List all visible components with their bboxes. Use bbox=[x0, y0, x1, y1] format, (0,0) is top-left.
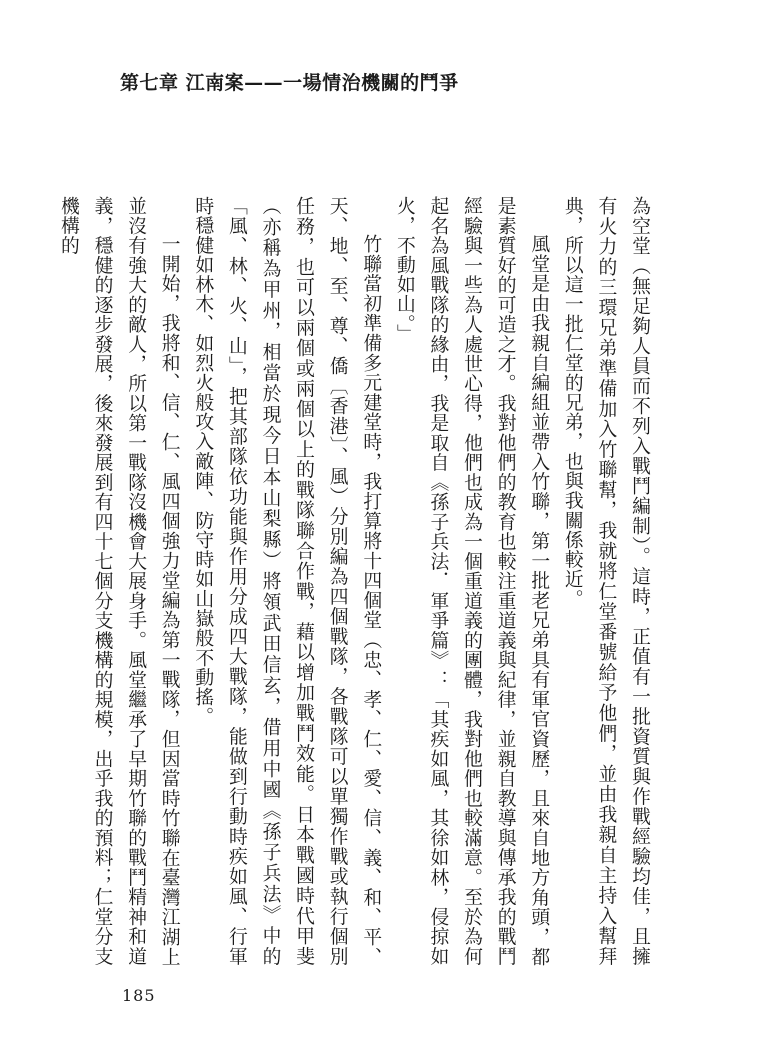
vertical-text-column bbox=[57, 196, 656, 966]
running-head: 第七章 江南案——一場情治機關的鬥爭 bbox=[120, 72, 459, 94]
paragraph-feng-tang: 風堂是由我親自編組並帶入竹聯，第一批老兄弟具有軍官資歷，且來自地方角頭，都是素質好的可造之才。我對他們的教育也較注重道義與紀律，並親自教導與傳承我的戰鬥經驗與一些為人處世心得，他們也成為一個重道義的團體，我對他們也較滿意。至於為何起名為風戰隊的緣由，我是取自《孫子兵法．軍爭篇》：「其疾如風，其徐如林，侵掠如火，不動如山。」 bbox=[393, 196, 550, 966]
body-text bbox=[57, 196, 656, 966]
page-number: 185 bbox=[122, 986, 156, 1005]
paragraph-first-team: 一開始，我將和、信、仁、風四個強力堂編為第一戰隊，但因當時竹聯在臺灣江湖上並沒有強大的敵人，所以第一戰隊沒機會大展身手。風堂繼承了早期竹聯的戰鬥精神和道義，穩健的逐步發展，後來發展到有四十七個分支機構的規模，出乎我的預料；仁堂分支機構的 bbox=[57, 196, 180, 966]
paragraph-battle-teams: 竹聯當初準備多元建堂時，我打算將十四個堂（忠、孝、仁、愛、信、義、和、平、天、地、至、尊、僑〔香港〕、風）分別編為四個戰隊，各戰隊可以單獨作戰或執行個別任務，也可以兩個或兩個以上的戰隊聯合作戰，藉以增加戰鬥效能。日本戰國時代甲斐（亦稱為甲州，相當於現今日本山梨縣）將領武田信玄，借用中國《孫子兵法》中的「風、林、火、山」，把其部隊依功能與作用分成四大戰隊，能做到行動時疾如風、行軍時穩健如林木、如烈火般攻入敵陣、防守時如山嶽般不動搖。 bbox=[192, 196, 382, 966]
paragraph-continued: 為空堂（無足夠人員而不列入戰鬥編制）。這時，正值有一批資質與作戰經驗均佳，且擁有火力的三環兄弟準備加入竹聯幫，我就將仁堂番號給予他們，並由我親自主持入幫拜典，所以這一批仁堂的兄弟，也與我關係較近。 bbox=[561, 196, 650, 966]
